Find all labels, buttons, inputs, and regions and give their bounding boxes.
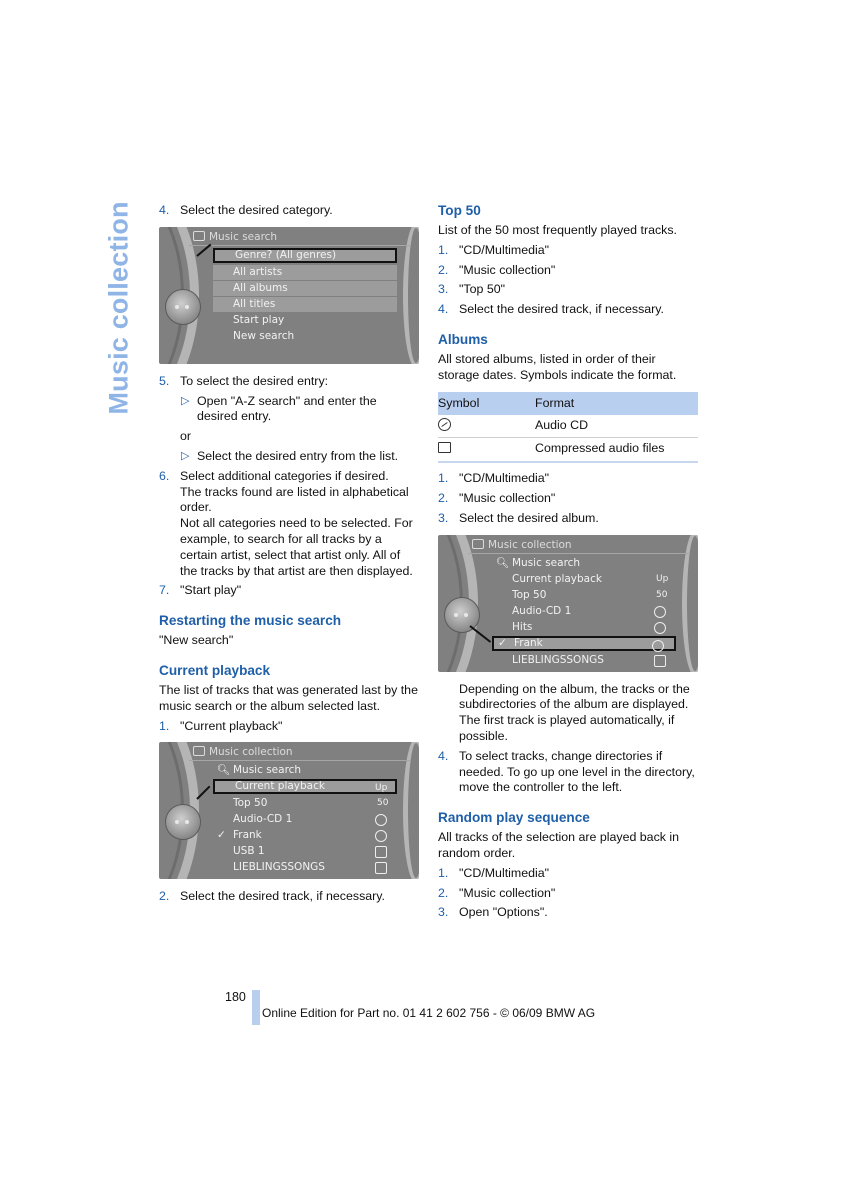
cd-icon (438, 418, 451, 431)
chapter-title: Music collection (104, 201, 135, 415)
current-playback-text: The list of tracks that was generated last by the music search or the album selected last. (159, 682, 418, 713)
cd-icon (375, 830, 387, 842)
format-table (438, 392, 698, 464)
right-column (438, 203, 698, 925)
section-heading-random-play: Random play sequence (438, 810, 590, 826)
controller-knob-icon (165, 289, 201, 325)
format-cell: Audio CD (535, 415, 698, 438)
step-number: 1. (159, 718, 170, 733)
menu-item-all-artists[interactable]: All artists (213, 265, 397, 280)
menu-icon (193, 231, 205, 241)
menu-item-music-search[interactable]: 🔍︎ Music search (496, 556, 581, 569)
menu-item-top-50[interactable]: Top 50 50 (233, 797, 389, 810)
playback-icon: Up (375, 783, 388, 794)
menu-item-audio-cd[interactable]: Audio-CD 1 (213, 812, 397, 827)
albums-text: All stored albums, listed in order of their storage dates. Symbols indicate the format. (438, 351, 677, 382)
menu-item-new-search[interactable]: New search (233, 329, 295, 342)
triangle-bullet-icon: ▷ (181, 394, 190, 407)
section-heading-top-50: Top 50 (438, 203, 481, 218)
step-text: The tracks found are listed in alphabetical order. (180, 484, 409, 515)
sub-step-text: Select the desired entry from the list. (197, 448, 399, 463)
file-icon (375, 862, 387, 874)
format-cell: Compressed audio files (535, 438, 698, 462)
menu-item-lieblingssongs[interactable]: LIEBLINGSSONGS (213, 860, 397, 875)
screen-title: Music search (193, 230, 277, 246)
sub-step (159, 394, 419, 426)
top50-step: 4. Select the desired track, if necessary. (438, 302, 664, 317)
sub-step (159, 449, 419, 465)
random-step: 1. "CD/Multimedia" (438, 865, 550, 880)
playback-icon: Up (656, 573, 669, 584)
music-search-screen (159, 227, 419, 364)
cd-icon (654, 606, 666, 618)
music-collection-album-screen (438, 535, 698, 672)
triangle-bullet-icon: ▷ (181, 449, 190, 462)
albums-step: 3. Select the desired album. (438, 510, 599, 525)
current-step-1 (159, 719, 419, 735)
menu-item-audio-cd[interactable]: Audio-CD 1 (492, 604, 676, 619)
page-number: 180 (225, 990, 246, 1004)
step-text: Select the desired track, if necessary. (180, 889, 385, 904)
section-heading-restart: Restarting the music search (159, 613, 342, 629)
file-icon (375, 846, 387, 858)
cd-icon (652, 640, 664, 652)
menu-icon (472, 539, 484, 549)
current-step-2 (159, 889, 419, 905)
chapter-side-tab (102, 203, 138, 413)
footer-edition-text: Online Edition for Part no. 01 41 2 602 756 - © 06/09 BMW AG (262, 1006, 596, 1020)
step-text: "Current playback" (180, 718, 283, 733)
menu-item-all-titles[interactable]: All titles (213, 297, 397, 312)
menu-item-top-50[interactable]: Top 50 50 (512, 588, 668, 601)
section-heading-current-playback: Current playback (159, 662, 271, 678)
step-text: To select the desired entry: (180, 373, 329, 388)
step-number: 5. (159, 373, 170, 388)
menu-item-frank[interactable]: ✓ Frank (492, 636, 676, 651)
cd-icon (654, 622, 666, 634)
screen-title: Music collection (193, 745, 293, 761)
step-7 (159, 583, 419, 599)
albums-step-4: 4. To select tracks, change directories if needed. To go up one level in the directory, move the controller to the left. (438, 748, 695, 795)
check-icon: ✓ (498, 636, 507, 649)
top50-step: 3. "Top 50" (438, 282, 505, 297)
menu-item-genre[interactable]: Genre? (All genres) (213, 248, 397, 263)
search-icon: 🔍︎ (217, 764, 231, 777)
controller-knob-icon (444, 597, 480, 633)
restart-text: "New search" (159, 633, 234, 648)
step-text: Select additional categories if desired. (180, 468, 389, 483)
step-number: 2. (159, 889, 170, 904)
albums-step: 1. "CD/Multimedia" (438, 471, 550, 486)
step-number: 4. (159, 203, 170, 217)
step-text: Select the desired category. (180, 203, 333, 217)
step-text: "Start play" (180, 583, 242, 598)
menu-item-current-playback[interactable]: Current playback Up (213, 779, 397, 794)
top50-step: 2. "Music collection" (438, 262, 556, 277)
menu-item-usb[interactable]: USB 1 (213, 844, 397, 859)
step-text: Not all categories need to be selected. For example, to search for all tracks by a certain artist, select that artist only. All of the tracks by that artist are then displayed. (180, 516, 413, 578)
screen-title: Music collection (472, 538, 572, 554)
random-step: 2. "Music collection" (438, 885, 556, 900)
search-icon: 🔍︎ (496, 556, 510, 569)
albums-step: 2. "Music collection" (438, 490, 556, 505)
menu-item-all-albums[interactable]: All albums (213, 281, 397, 296)
table-row (438, 438, 698, 462)
menu-item-current-playback[interactable]: Current playback Up (512, 572, 669, 585)
file-icon (438, 442, 451, 453)
table-row (438, 415, 698, 438)
random-step: 3. Open "Options". (438, 905, 548, 920)
step-number: 7. (159, 583, 170, 598)
menu-item-frank[interactable]: ✓ Frank (213, 828, 397, 843)
menu-item-lieblingssongs[interactable]: LIEBLINGSSONGS (492, 653, 676, 668)
section-heading-albums: Albums (438, 331, 488, 347)
left-column (159, 203, 419, 909)
top50-icon: 50 (377, 798, 389, 809)
cd-icon (375, 814, 387, 826)
menu-icon (193, 746, 205, 756)
step-number: 6. (159, 468, 170, 483)
check-icon: ✓ (217, 829, 226, 842)
sub-step-text: Open "A-Z search" and enter the desired entry. (197, 393, 377, 424)
step-4 (159, 203, 419, 219)
menu-item-music-search[interactable]: 🔍︎ Music search (217, 764, 302, 777)
menu-item-start-play[interactable]: Start play (233, 313, 285, 326)
step-5 (159, 374, 419, 390)
music-collection-screen (159, 742, 419, 879)
albums-note: Depending on the album, the tracks or the subdirectories of the album are displayed. The first track is played automatically, if possible. (459, 681, 690, 743)
footer-accent-bar (252, 990, 260, 1025)
table-header-format: Format (535, 392, 698, 415)
or-text: or (180, 429, 192, 444)
top50-step: 1. "CD/Multimedia" (438, 242, 550, 257)
top50-icon: 50 (656, 589, 668, 600)
file-icon (654, 655, 666, 667)
menu-item-hits[interactable]: Hits (492, 620, 676, 635)
table-header-symbol: Symbol (438, 392, 535, 415)
random-text: All tracks of the selection are played back in random order. (438, 830, 680, 860)
step-6 (159, 469, 419, 580)
top50-text: List of the 50 most frequently played tracks. (438, 223, 677, 237)
